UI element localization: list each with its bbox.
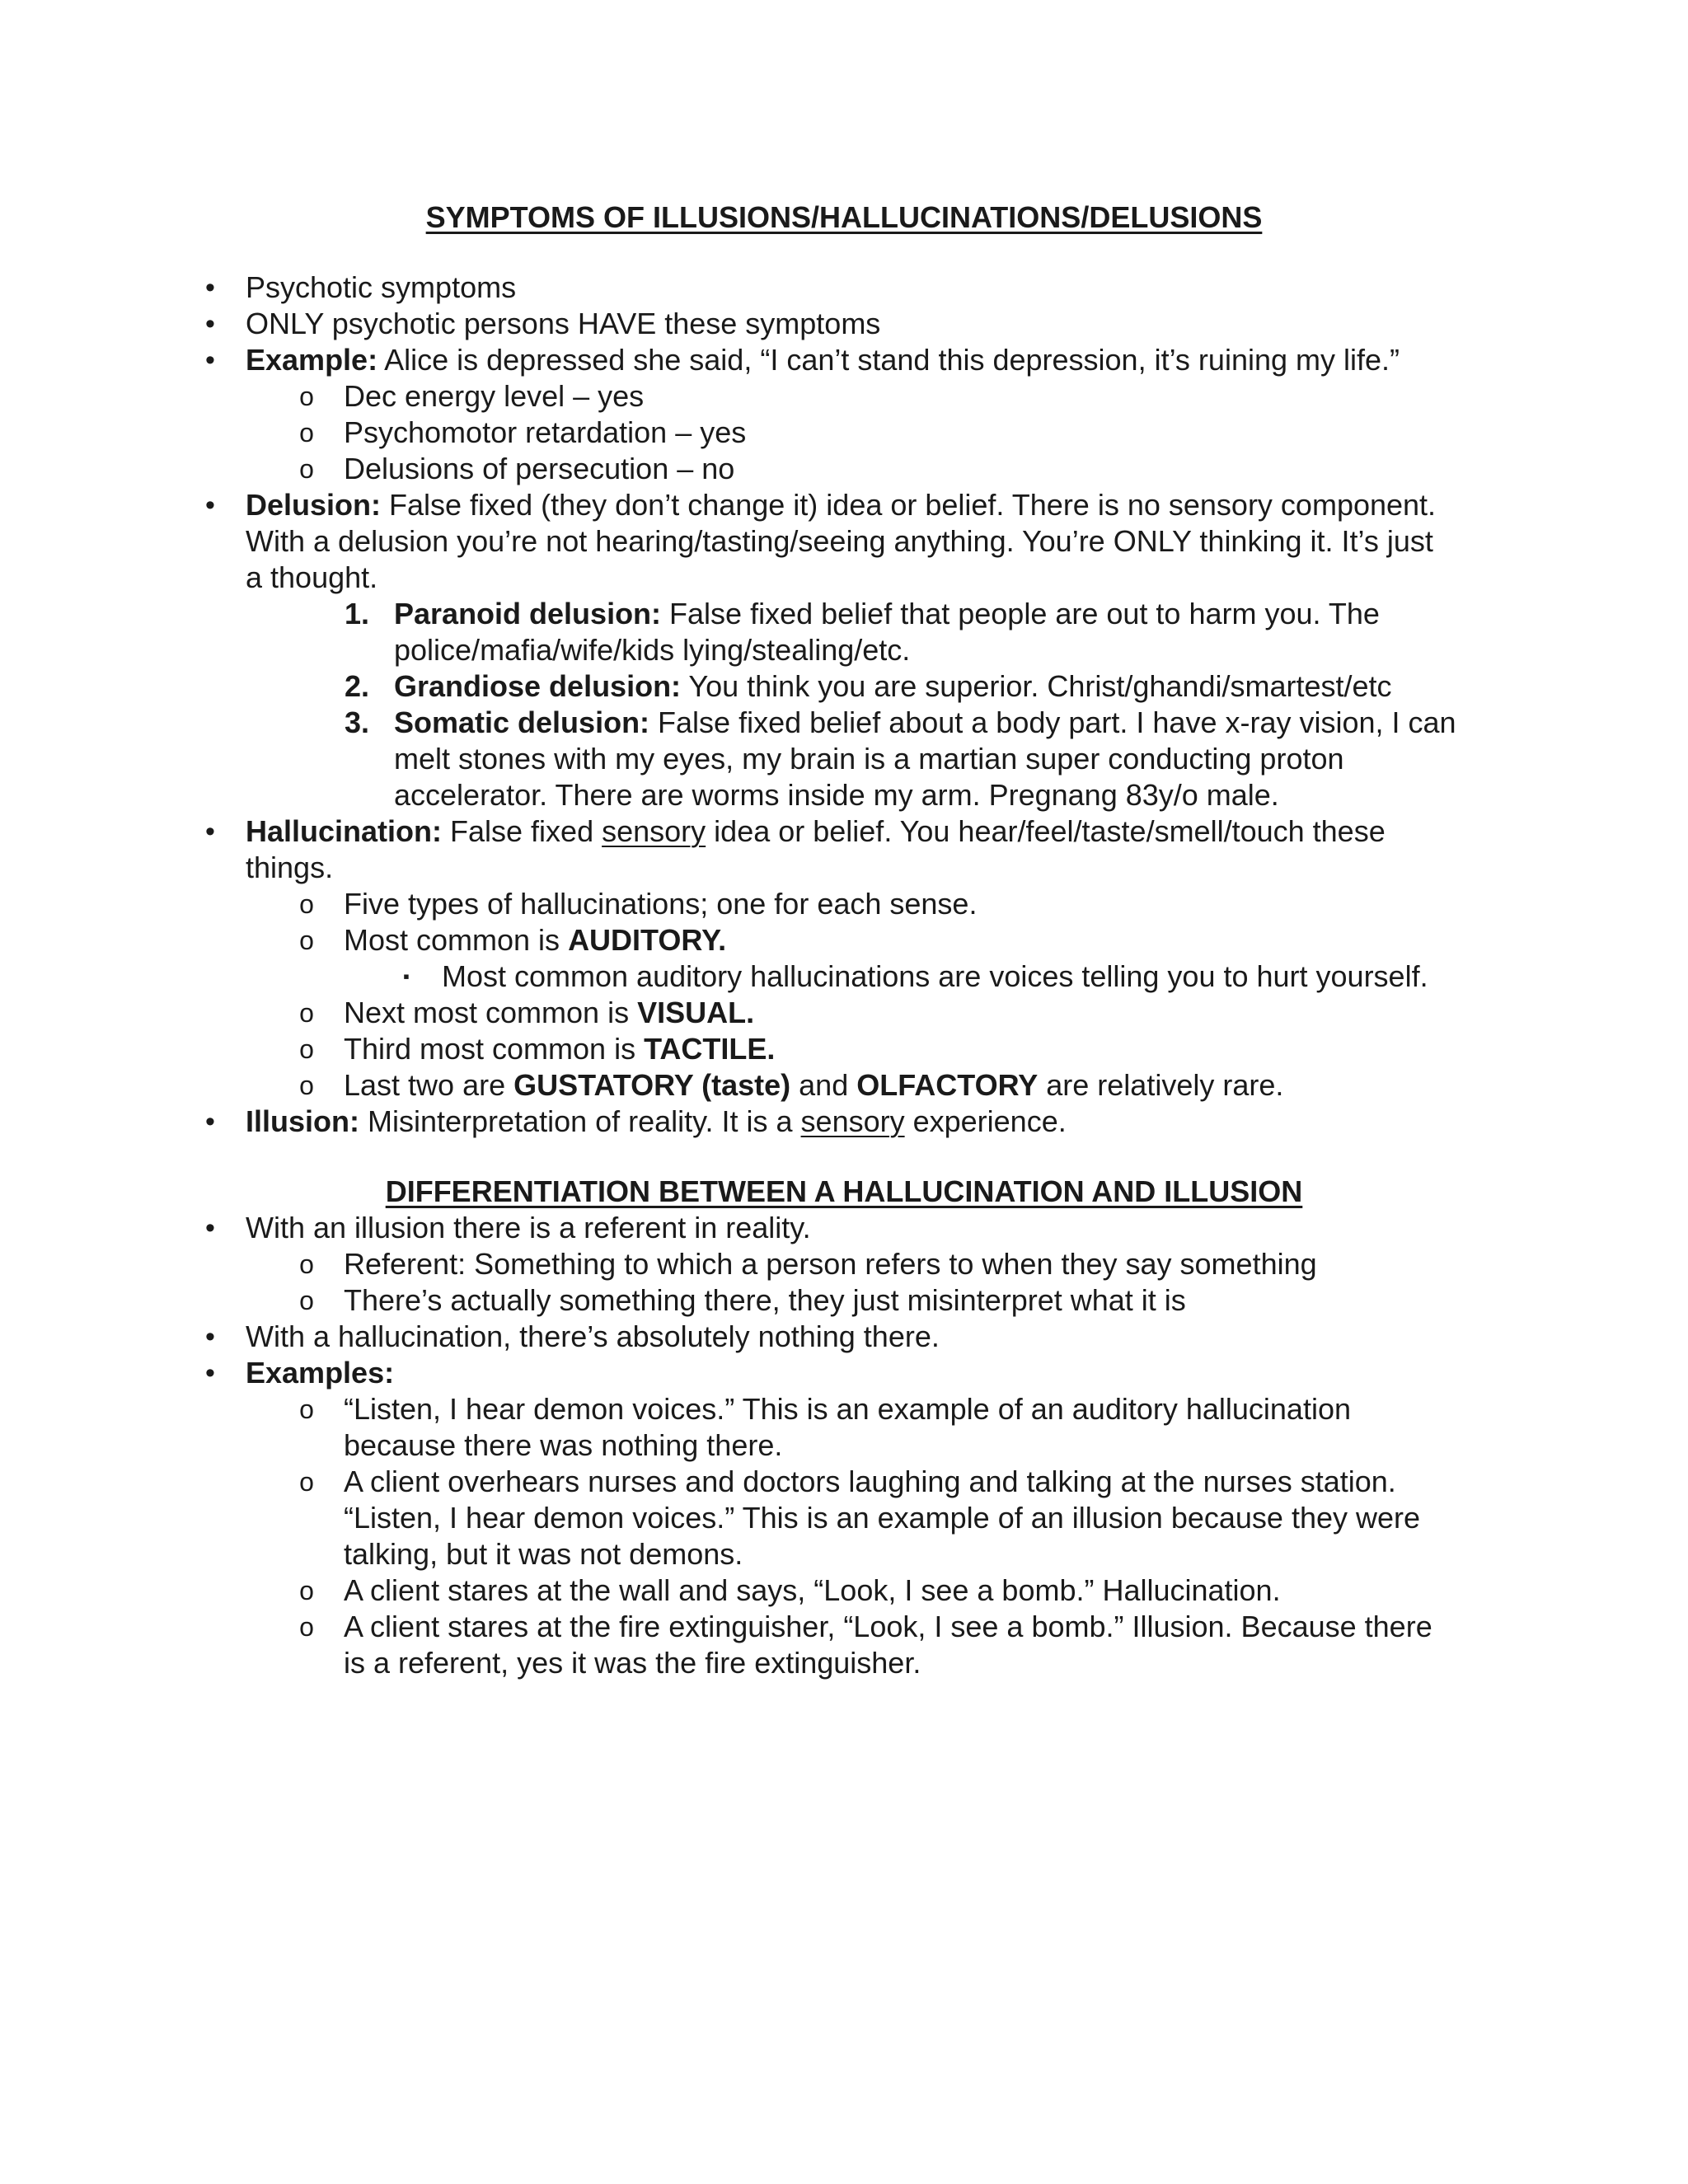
sub-item-text: Delusions of persecution – no [344, 452, 735, 485]
sub-item-text: A client overhears nurses and doctors laughing and talking at the nurses station. [344, 1465, 1396, 1498]
bullet-icon: • [205, 1212, 215, 1244]
sub-bullet-icon: o [299, 1467, 314, 1497]
sub-item-persecution [299, 451, 735, 487]
example-text-line2: is a referent, yes it was the fire extinguisher. [344, 1646, 921, 1680]
olfactory-bold: OLFACTORY [856, 1068, 1039, 1102]
list-item-example [205, 342, 1400, 378]
sub-item-text-mid: and [790, 1068, 857, 1102]
sub-item-text: Dec energy level – yes [344, 379, 645, 413]
illusion-label: Illusion: [246, 1104, 359, 1138]
hallucination-text-post: idea or belief. You hear/feel/taste/smell/touch these [706, 814, 1386, 848]
example-fire-extinguisher-illusion [299, 1609, 1432, 1645]
bullet-icon: • [205, 816, 215, 847]
list-number: 2. [345, 669, 370, 703]
sub-item-text: Last two are [344, 1068, 514, 1102]
square-bullet-icon: ▪ [403, 966, 410, 987]
delusion-type-paranoid [345, 596, 1380, 632]
document-title: SYMPTOMS OF ILLUSIONS/HALLUCINATIONS/DELUSIONS [425, 200, 1263, 234]
bullet-icon: • [205, 1357, 215, 1389]
somatic-text-line2: melt stones with my eyes, my brain is a martian super conducting proton [394, 742, 1344, 776]
sub-bullet-icon: o [299, 1612, 314, 1642]
list-item-only-psychotic [205, 306, 881, 342]
visual-bold: VISUAL. [637, 996, 755, 1029]
bullet-icon: • [205, 1321, 215, 1352]
grandiose-label: Grandiose delusion: [394, 669, 682, 703]
sub-bullet-icon: o [299, 926, 314, 955]
sub-item-text: Next most common is [344, 996, 638, 1029]
delusion-text: False fixed (they don’t change it) idea or belief. There is no sensory component. [381, 488, 1437, 522]
tactile-bold: TACTILE. [644, 1032, 776, 1066]
sub-item-visual [299, 995, 755, 1031]
sub-sub-item-voices [403, 958, 1428, 995]
sub-item-text: There’s actually something there, they just misinterpret what it is [344, 1283, 1186, 1317]
hallucination-underlined: sensory [602, 814, 706, 848]
illusion-text-post: experience. [904, 1104, 1067, 1138]
sub-bullet-icon: o [299, 382, 314, 411]
sub-bullet-icon: o [299, 1249, 314, 1279]
sub-item-psychomotor [299, 415, 747, 451]
somatic-text: False fixed belief about a body part. I have x-ray vision, I can [649, 705, 1456, 739]
list-item-illusion [205, 1104, 1067, 1140]
delusion-type-grandiose [345, 668, 1392, 705]
bullet-icon: • [205, 344, 215, 376]
example-label: Example: [246, 343, 378, 377]
bullet-icon: • [205, 308, 215, 340]
list-item-delusion [205, 487, 1437, 523]
section-heading-differentiation: DIFFERENTIATION BETWEEN A HALLUCINATION AND ILLUSION [385, 1174, 1303, 1208]
example-nurses-station-illusion [299, 1464, 1396, 1500]
sub-item-text: A client stares at the fire extinguisher, “Look, I see a bomb.” Illusion. Because there [344, 1610, 1432, 1643]
grandiose-text: You think you are superior. Christ/ghandi/smartest/etc [681, 669, 1392, 703]
list-item-text: With a hallucination, there’s absolutely nothing there. [246, 1319, 940, 1353]
sub-item-auditory [299, 922, 727, 958]
example-text-line2: “Listen, I hear demon voices.” This is an example of an illusion because they were [344, 1501, 1421, 1535]
sub-bullet-icon: o [299, 1286, 314, 1315]
sub-item-text: Five types of hallucinations; one for each sense. [344, 887, 978, 921]
sub-bullet-icon: o [299, 1034, 314, 1064]
list-item-hallucination [205, 813, 1386, 850]
sub-bullet-icon: o [299, 1576, 314, 1605]
delusion-type-somatic [345, 705, 1456, 741]
list-item-psychotic-symptoms [205, 269, 517, 306]
somatic-text-line3: accelerator. There are worms inside my arm. Pregnang 83y/o male. [394, 778, 1279, 812]
paranoid-text-line2: police/mafia/wife/kids lying/stealing/etc. [394, 633, 911, 667]
sub-item-text: A client stares at the wall and says, “Look, I see a bomb.” Hallucination. [344, 1573, 1281, 1607]
sub-sub-item-text: Most common auditory hallucinations are voices telling you to hurt yourself. [442, 959, 1428, 993]
list-number: 1. [345, 597, 370, 630]
sub-item-text-post: are relatively rare. [1038, 1068, 1284, 1102]
sub-item-text: Psychomotor retardation – yes [344, 415, 747, 449]
sub-item-gustatory-olfactory [299, 1067, 1284, 1104]
sub-bullet-icon: o [299, 454, 314, 484]
gustatory-bold: GUSTATORY (taste) [513, 1068, 791, 1102]
example-wall-bomb-hallucination [299, 1572, 1281, 1609]
examples-label: Examples: [246, 1356, 395, 1390]
sub-bullet-icon: o [299, 1394, 314, 1424]
list-item-examples [205, 1355, 395, 1391]
sub-bullet-icon: o [299, 1071, 314, 1100]
list-item-text: ONLY psychotic persons HAVE these symptoms [246, 307, 881, 340]
sub-item-five-types [299, 886, 978, 922]
auditory-bold: AUDITORY. [568, 923, 727, 957]
sub-item-misinterpret [299, 1282, 1186, 1319]
paranoid-text: False fixed belief that people are out to harm you. The [661, 597, 1380, 630]
example-demon-voices-hallucination [299, 1391, 1351, 1427]
bullet-icon: • [205, 272, 215, 303]
sub-item-text: Referent: Something to which a person refers to when they say something [344, 1247, 1317, 1281]
list-item-illusion-referent [205, 1210, 811, 1246]
sub-item-dec-energy [299, 378, 645, 415]
example-text-line3: talking, but it was not demons. [344, 1537, 743, 1571]
sub-bullet-icon: o [299, 998, 314, 1028]
hallucination-text-line2: things. [246, 851, 334, 884]
paranoid-label: Paranoid delusion: [394, 597, 662, 630]
somatic-label: Somatic delusion: [394, 705, 650, 739]
delusion-text-line3: a thought. [246, 560, 378, 594]
bullet-icon: • [205, 490, 215, 521]
list-item-text: With an illusion there is a referent in reality. [246, 1211, 811, 1244]
example-text-line2: because there was nothing there. [344, 1428, 783, 1462]
illusion-underlined: sensory [800, 1104, 905, 1138]
delusion-label: Delusion: [246, 488, 382, 522]
illusion-text-pre: Misinterpretation of reality. It is a [359, 1104, 801, 1138]
delusion-text-line2: With a delusion you’re not hearing/tasting/seeing anything. You’re ONLY thinking it. It’s just [246, 524, 1433, 558]
bullet-icon: • [205, 1106, 215, 1137]
example-text: Alice is depressed she said, “I can’t stand this depression, it’s ruining my life.” [377, 343, 1400, 377]
sub-item-tactile [299, 1031, 776, 1067]
sub-bullet-icon: o [299, 889, 314, 919]
sub-bullet-icon: o [299, 418, 314, 448]
list-item-hallucination-nothing [205, 1319, 940, 1355]
hallucination-text-pre: False fixed [442, 814, 603, 848]
list-number: 3. [345, 705, 370, 739]
sub-item-text: Most common is [344, 923, 569, 957]
sub-item-text: “Listen, I hear demon voices.” This is an example of an auditory hallucination [344, 1392, 1351, 1426]
sub-item-referent-definition [299, 1246, 1317, 1282]
list-item-text: Psychotic symptoms [246, 270, 517, 304]
hallucination-label: Hallucination: [246, 814, 443, 848]
sub-item-text: Third most common is [344, 1032, 645, 1066]
